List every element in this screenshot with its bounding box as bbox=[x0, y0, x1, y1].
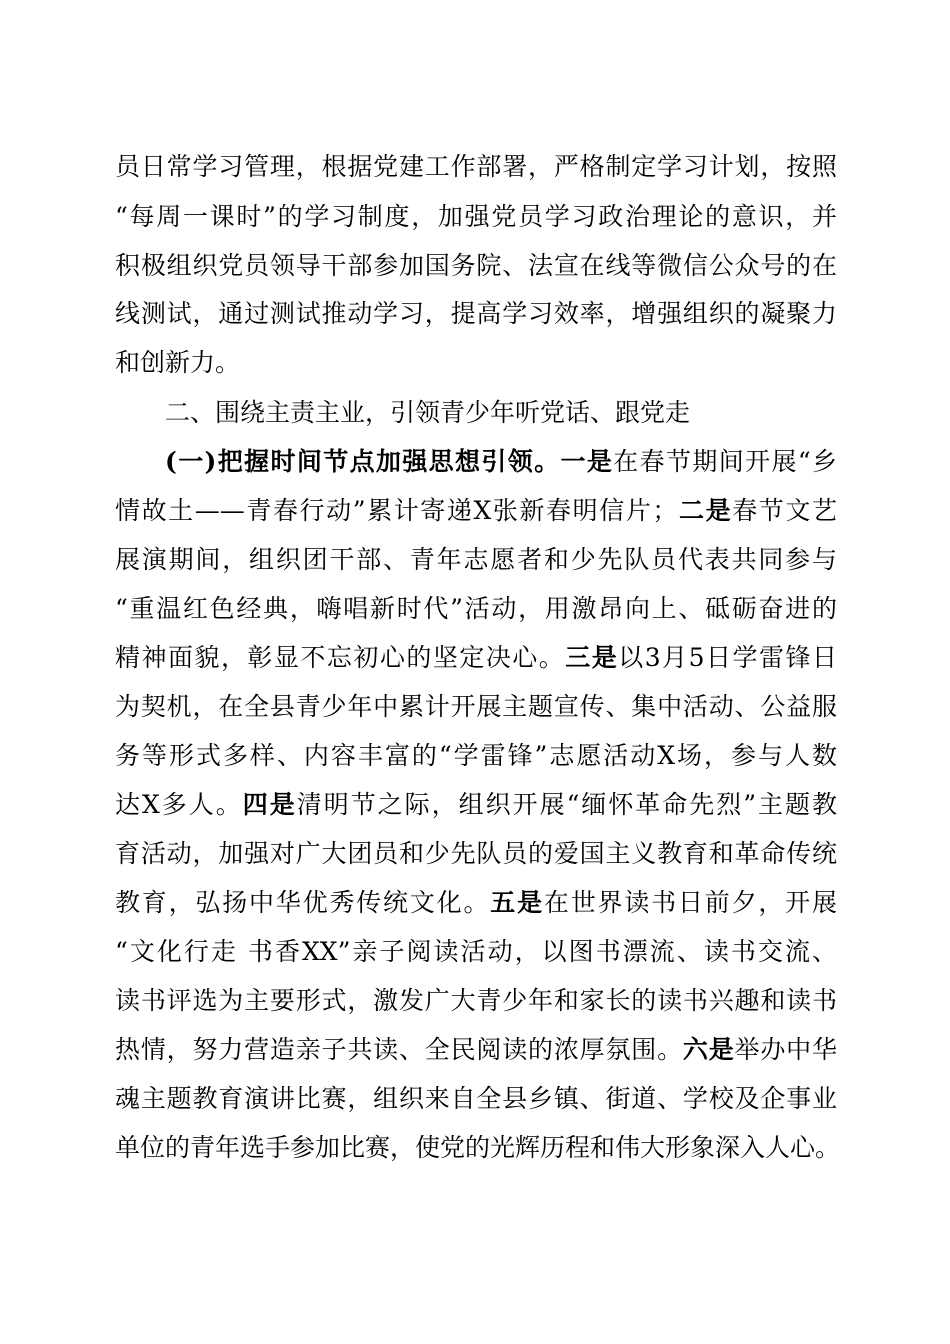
paragraph-line: 员日常学习管理，根据党建工作部署，严格制定学习计划，按照 bbox=[115, 152, 837, 181]
paragraph-line: 单位的青年选手参加比赛，使党的光辉历程和伟大形象深入人心。 bbox=[115, 1133, 841, 1162]
paragraph-line bbox=[115, 790, 837, 820]
enumeration-marker: 二是 bbox=[677, 496, 733, 525]
text-span: 情故土——青春行动”累计寄递X张新春明信片； bbox=[115, 496, 678, 525]
paragraph-line bbox=[115, 496, 837, 526]
enumeration-marker: 一是 bbox=[560, 447, 614, 476]
text-span: 以3月5日学雷锋日 bbox=[618, 643, 837, 672]
text-span: 在世界读书日前夕，开展 bbox=[543, 888, 837, 917]
section-heading: 二、围绕主责主业，引领青少年听党话、跟党走 bbox=[165, 398, 691, 427]
enumeration-marker: 六是 bbox=[682, 1035, 735, 1064]
enumeration-marker: 五是 bbox=[490, 888, 544, 917]
subheading: (一)把握时间节点加强思想引领。 bbox=[165, 447, 561, 476]
paragraph-line bbox=[115, 643, 837, 673]
text-span: 举办中华 bbox=[734, 1035, 837, 1064]
paragraph-line: “文化行走 书香XX”亲子阅读活动，以图书漂流、读书交流、 bbox=[115, 937, 837, 966]
paragraph-line: “每周一课时”的学习制度，加强党员学习政治理论的意识，并 bbox=[115, 202, 837, 231]
paragraph-line: 积极组织党员领导干部参加国务院、法宣在线等微信公众号的在 bbox=[115, 251, 837, 280]
paragraph-line bbox=[165, 447, 837, 477]
enumeration-marker: 三是 bbox=[565, 643, 619, 672]
paragraph-line: 展演期间，组织团干部、青年志愿者和少先队员代表共同参与 bbox=[115, 545, 837, 574]
paragraph-line: 为契机，在全县青少年中累计开展主题宣传、集中活动、公益服 bbox=[115, 692, 837, 721]
text-span: 春节文艺 bbox=[732, 496, 837, 525]
text-span: 清明节之际，组织开展“缅怀革命先烈”主题教 bbox=[296, 790, 837, 819]
text-span: 在春节期间开展“乡 bbox=[613, 447, 837, 476]
text-span: 精神面貌，彰显不忘初心的坚定决心。 bbox=[115, 643, 566, 672]
paragraph-line: 务等形式多样、内容丰富的“学雷锋”志愿活动X场，参与人数 bbox=[115, 741, 837, 770]
paragraph-line: “重温红色经典，嗨唱新时代”活动，用激昂向上、砥砺奋进的 bbox=[115, 594, 837, 623]
paragraph-line: 读书评选为主要形式，激发广大青少年和家长的读书兴趣和读书 bbox=[115, 986, 837, 1015]
paragraph-line: 育活动，加强对广大团员和少先队员的爱国主义教育和革命传统 bbox=[115, 839, 837, 868]
paragraph-line bbox=[115, 888, 837, 918]
text-span: 达X多人。 bbox=[115, 790, 243, 819]
text-span: 热情，努力营造亲子共读、全民阅读的浓厚氛围。 bbox=[115, 1035, 683, 1064]
paragraph-line: 魂主题教育演讲比赛，组织来自全县乡镇、街道、学校及企事业 bbox=[115, 1084, 837, 1113]
enumeration-marker: 四是 bbox=[242, 790, 297, 819]
text-span: 教育，弘扬中华优秀传统文化。 bbox=[115, 888, 491, 917]
paragraph-line: 线测试，通过测试推动学习，提高学习效率，增强组织的凝聚力 bbox=[115, 299, 837, 328]
paragraph-line bbox=[115, 1035, 837, 1065]
paragraph-line: 和创新力。 bbox=[115, 348, 241, 377]
